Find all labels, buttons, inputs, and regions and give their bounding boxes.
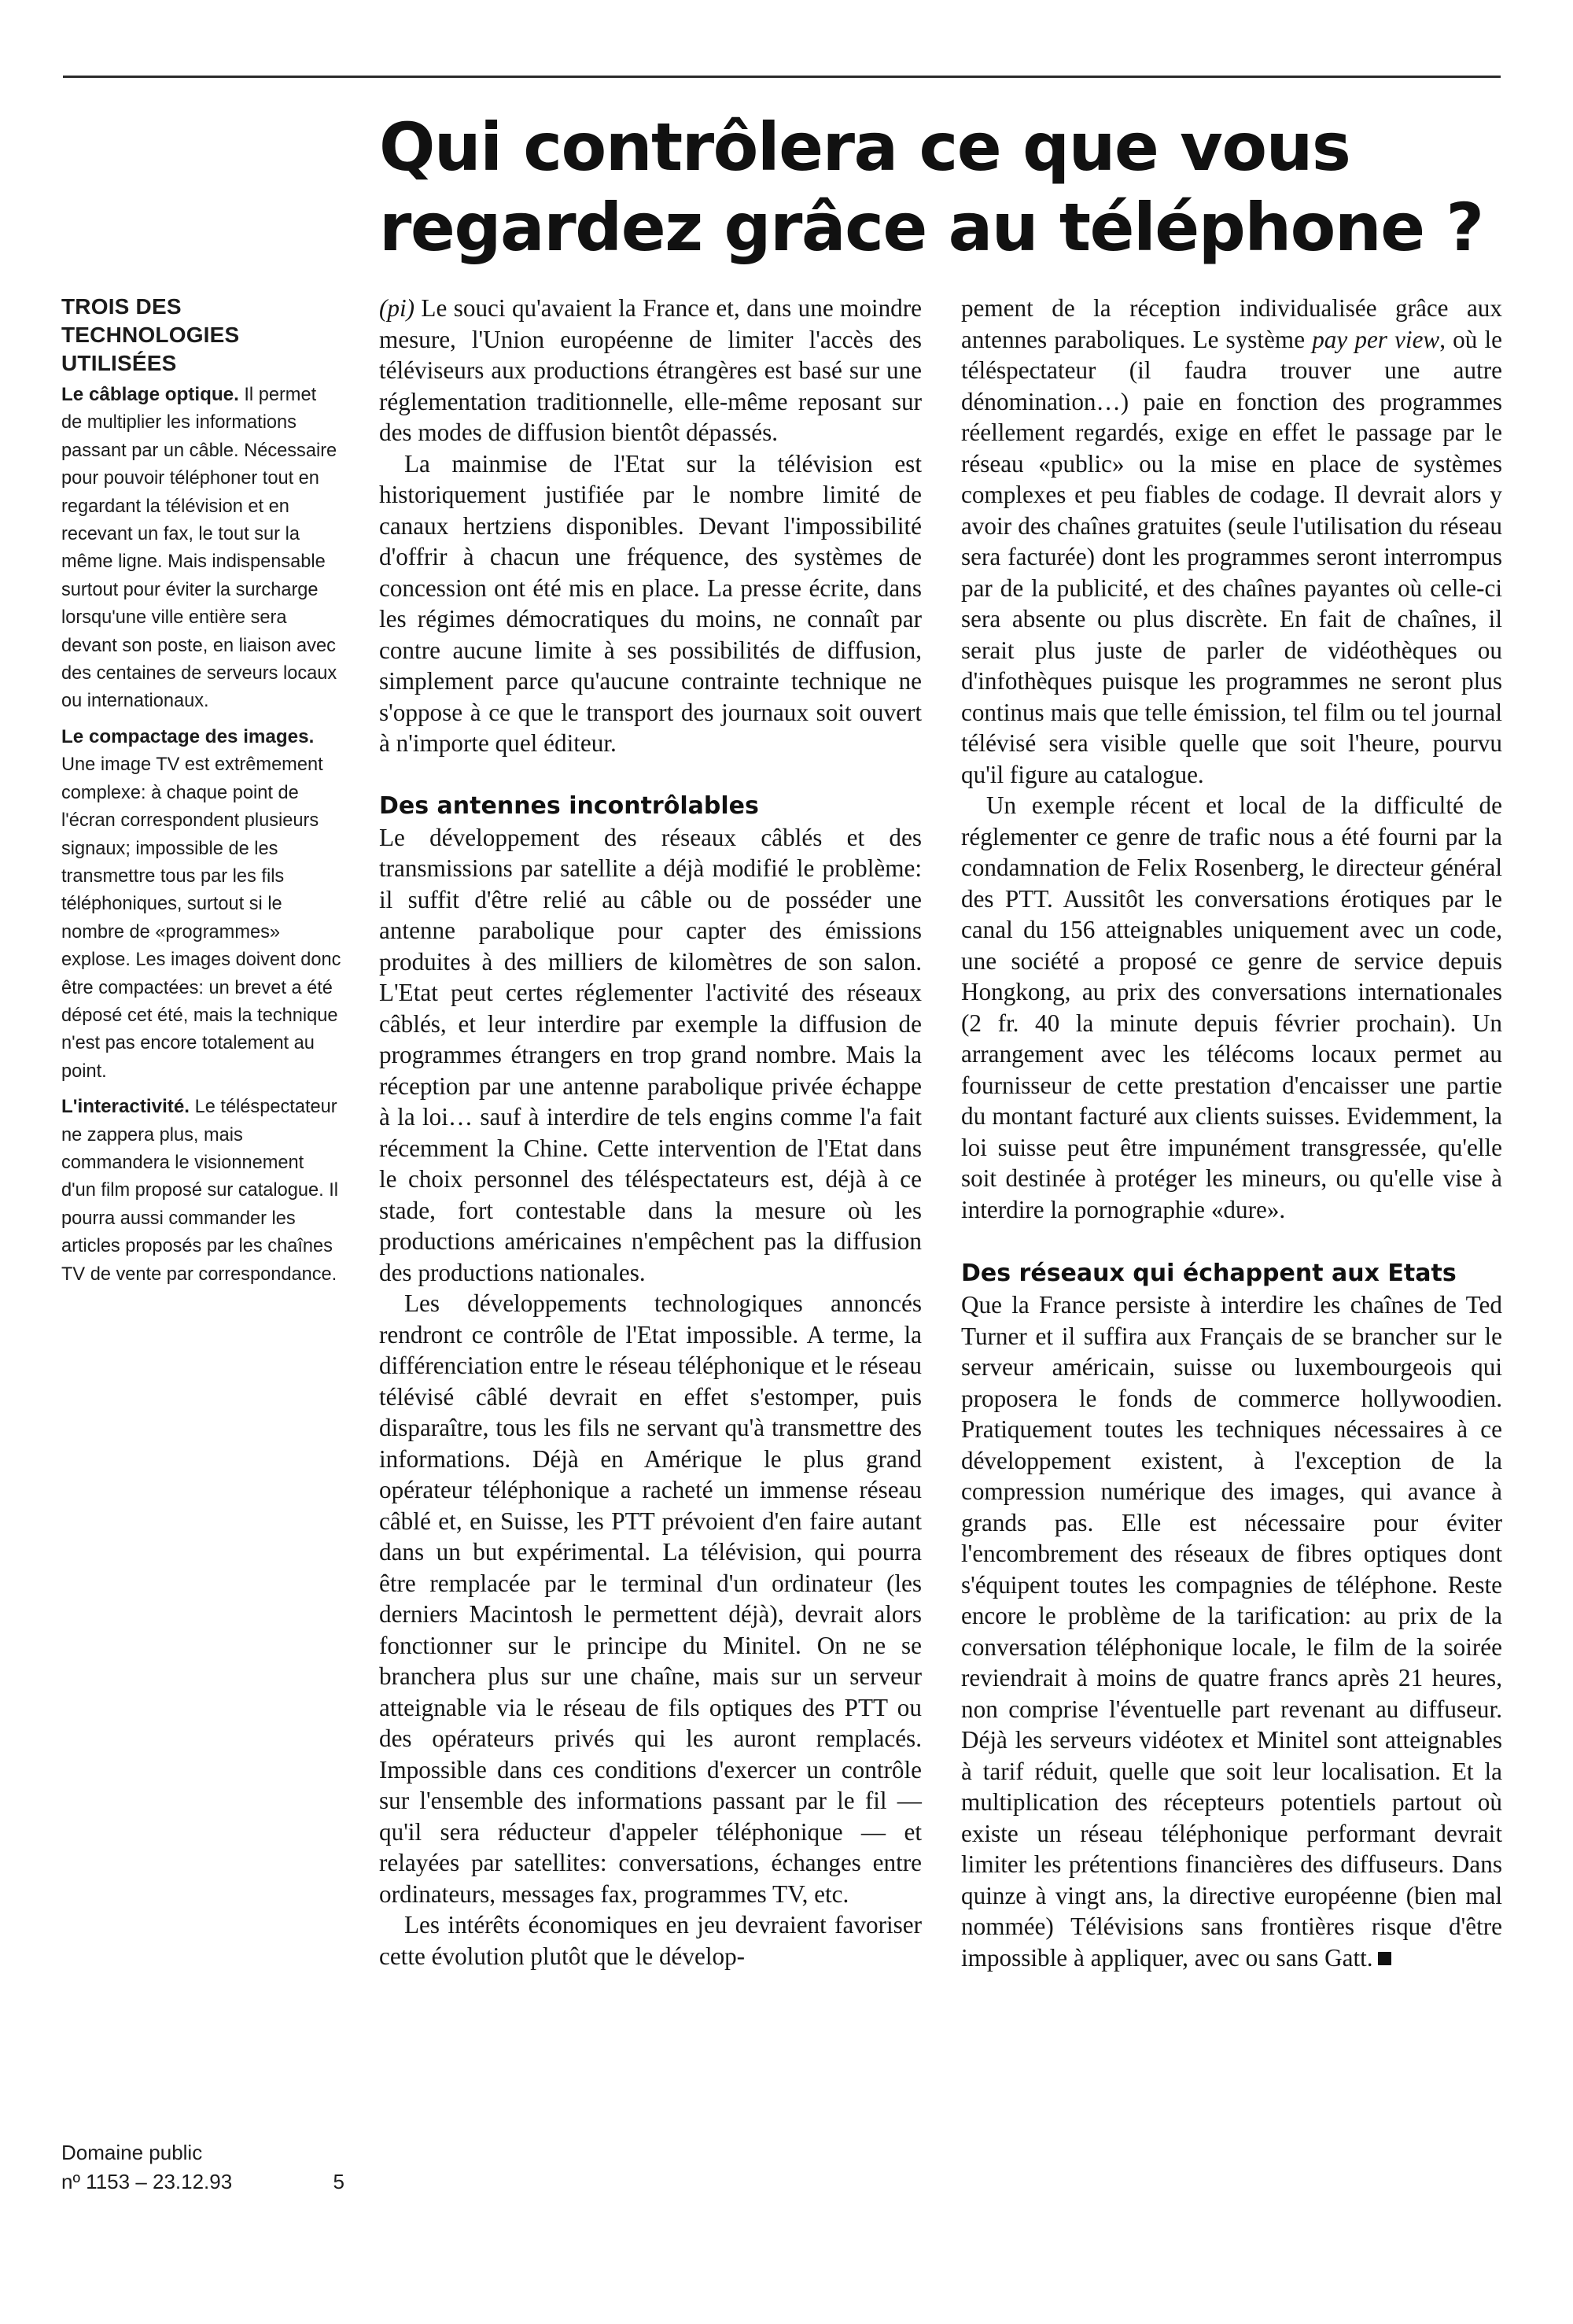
issue-number: nº 1153 – 23.12.93 (61, 2170, 233, 2193)
author-signature: (pi) (379, 294, 415, 322)
sidebar-title-line: UTILISÉES (61, 351, 177, 375)
emphasis-term: pay per view (1312, 325, 1440, 353)
sidebar-title-line: TECHNOLOGIES (61, 323, 240, 347)
sidebar-item-term: Le compactage des images. (61, 725, 315, 747)
section-heading: Des réseaux qui échappent aux Etats (961, 1260, 1457, 1287)
article-paragraph (961, 1289, 1502, 1973)
sidebar-item-term: L'interactivité. (61, 1096, 190, 1118)
article-paragraph: Les développements technologiques annoncés rendront ce contrôle de l'Etat impossible. A terme, la différenciation entre le réseau téléphonique et le réseau télévisé câblé devrait en effet s'estomper, puis disparaître, tous les fils ne servant qu'à transmettre des informations. Déjà en Amérique le plus grand opérateur téléphonique a racheté un immense réseau câblé et, en Suisse, les PTT prévoient d'en faire autant dans un but expérimental. La télévision, qui pourra être remplacée par le terminal d'un ordinateur (les derniers Macintosh le permettent déjà), devrait alors fonctionner sur le principe du Minitel. On ne se branchera plus sur une chaîne, mais sur un serveur atteignable via le réseau de fils optiques des PTT ou des opérateurs privés qui les auront remplacés. Impossible dans ces conditions d'exercer un contrôle sur l'ensemble des informations passant par le fil — qu'il sera réducteur d'appeler téléphonique — et relayées par satellites: conversations, échanges entre ordinateurs, messages fax, programmes TV, etc. (379, 1289, 922, 1908)
top-rule (63, 76, 1501, 78)
sidebar-item-compactage (61, 723, 341, 1086)
page-number: 5 (333, 2170, 344, 2193)
article-column-1 (379, 293, 922, 1972)
sidebar-item-text: Il permet de multiplier les informations passant par un câble. Nécessaire pour pouvoir téléphoner tout en regardant la télévision et en recevant un fax, le tout sur la même ligne. Mais indispensable surtout pour éviter la surcharge lorsqu'une ville entière sera devant son poste, en liaison avec des centaines de serveurs locaux ou internationaux. (61, 385, 337, 712)
article-paragraph: La mainmise de l'Etat sur la télévision est historiquement justifiée par le nombre limité de canaux hertziens disponibles. Devant l'impossibilité d'offrir à chacun une fréquence, des systèmes de concession ont été mis en place. La presse écrite, dans les régimes démocratiques du moins, ne connaît par contre aucune limite à ses possibilités de diffusion, simplement parce qu'aucune contrainte technique ne s'oppose à ce que le transport des journaux soit ouvert à n'importe quel éditeur. (379, 449, 922, 757)
sidebar-item-text: Le téléspectateur ne zappera plus, mais commandera le visionnement d'un film proposé sur catalogue. Il pourra aussi commander les articles proposés par les chaînes TV de vente par correspondance. (61, 1097, 339, 1285)
sidebar-item-cablage (61, 381, 341, 716)
article-headline (379, 107, 1512, 267)
article-paragraph (379, 293, 922, 448)
sidebar-title (61, 293, 341, 378)
paragraph-text: , où le téléspectateur (il faudra trouver une autre dénomination…) paie en fonction des programmes réellement regardés, exige en effet le passage par le réseau «public» ou la mise en place de systèmes complexes et peu fiables de codage. Il devrait alors y avoir des chaînes gratuites (seule l'utilisation du réseau sera facturée) dont les programmes seront interrompus par de la publicité, et des chaînes payantes où celle-ci sera absente ou plus discrète. En fait de chaînes, il serait plus juste de parler de vidéothèques ou d'infothèques puisque les programmes ne seront plus continus mais que telle émission, tel film ou tel journal télévisé sera visible quelle que soit l'heure, pourvu qu'il figure au catalogue. (961, 325, 1502, 788)
article-paragraph: Le développement des réseaux câblés et des transmissions par satellite a déjà modifié le problème: il suffit d'être relié au câble ou de posséder une antenne parabolique pour capter des émissions produites à des milliers de kilomètres de son salon. L'Etat peut certes réglementer l'activité des réseaux câblés, et leur interdire par exemple la diffusion de programmes étrangers en trop grand nombre. Mais la réception par une antenne parabolique privée échappe à la loi… sauf à interdire de tels engins comme l'a fait récemment la Chine. Cette intervention de l'Etat dans le choix personnel des téléspectateurs est, déjà à ce stade, fort contestable dans la mesure où les productions américaines n'empêchent pas la diffusion des productions nationales. (379, 823, 922, 1286)
sidebar-item-term: Le câblage optique. (61, 384, 239, 405)
section-heading: Des antennes incontrôlables (379, 791, 759, 820)
paragraph-text: Que la France persiste à interdire les chaînes de Ted Turner et il suffira aux Français de se brancher sur le serveur américain, suisse ou luxembourgeois qui proposera le fonds de commerce hollywoodien. Pratiquement toutes les techniques nécessaires à ce développement existent, à l'exception de la compression numérique des images, qui avance à grands pas. Elle est nécessaire pour éviter l'encombrement des réseaux de fibres optiques dont s'équipent toutes les compagnies de téléphone. Reste encore le problème de la tarification: au prix de la conversation téléphonique locale, le film de la soirée reviendrait à moins de quatre francs après 21 heures, non comprise l'éventuelle part revenant au diffuseur. Déjà les serveurs vidéotex et Minitel sont atteignables à tarif réduit, quelle que soit leur localisation. Et la multiplication des récepteurs potentiels partout où existe un réseau téléphonique performant devrait limiter les prétentions financières des diffuseurs. Dans quinze à vingt ans, la directive européenne (bien mal nommée) Télévisions sans frontières risque d'être impossible à appliquer, avec ou sans Gatt. (961, 1291, 1502, 1972)
paragraph-text: pement de la réception individualisée grâce aux antennes paraboliques. Le système (961, 294, 1502, 353)
end-of-article-mark (1378, 1952, 1391, 1965)
article-paragraph (961, 293, 1502, 790)
headline-line-1: Qui contrôlera ce que vous (379, 109, 1350, 186)
publication-name: Domaine public (61, 2141, 203, 2164)
paragraph-text: Le souci qu'avaient la France et, dans une moindre mesure, l'Union européenne de limiter l'accès des téléviseurs aux productions étrangères est basé sur une réglementation traditionnelle, elle-même reposant sur des modes de diffusion bientôt dépassés. (379, 294, 922, 446)
sidebar-item-text: Une image TV est extrêmement complexe: à chaque point de l'écran correspondent plusieurs signaux; impossible de les transmettre tous par les fils téléphoniques, surtout si le nombre de «programmes» explose. Les images doivent donc être compactées: un brevet a été déposé cet été, mais la technique n'est pas encore totalement au point. (61, 754, 341, 1082)
article-paragraph: Un exemple récent et local de la difficulté de réglementer ce genre de trafic nous a été fourni par la condamnation de Felix Rosenberg, le directeur général des PTT. Aussitôt les conversations érotiques par le canal du 156 atteignables uniquement avec un code, une société a proposé ce genre de service depuis Hongkong, au prix des conversations internationales (2 fr. 40 la minute depuis février prochain). Un arrangement avec les télécoms locaux permet au fournisseur de cette prestation d'encaisser une partie du montant facturé aux clients suisses. Evidemment, la loi suisse peut être impunément transgressée, qu'elle soit destinée à protéger les mineurs, ou qu'elle vise à interdire la pornographie «dure». (961, 791, 1502, 1223)
sidebar-box (61, 293, 341, 1296)
page-footer (61, 2138, 344, 2197)
headline-line-2: regardez grâce au téléphone ? (379, 189, 1483, 266)
article-column-2 (961, 293, 1502, 1973)
article-paragraph: Les intérêts économiques en jeu devraient favoriser cette évolution plutôt que le dévelop- (379, 1911, 922, 1970)
sidebar-title-line: TROIS DES (61, 294, 182, 319)
sidebar-item-interactivite (61, 1093, 341, 1289)
